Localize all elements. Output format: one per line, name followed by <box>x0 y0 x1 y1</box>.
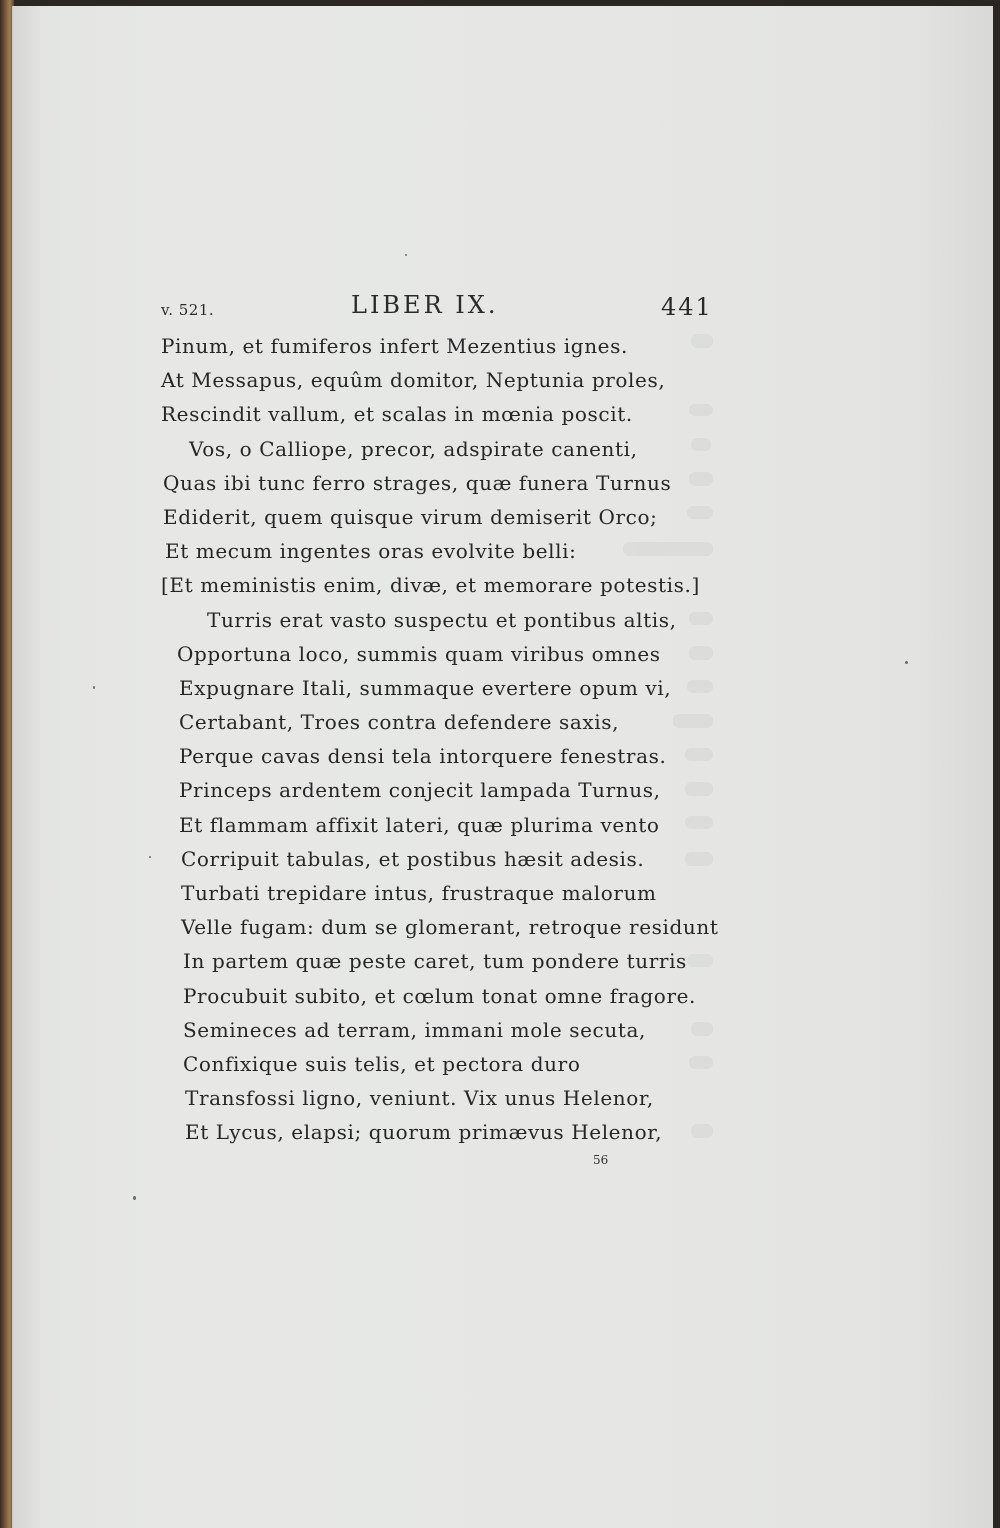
paper-speck <box>93 686 95 689</box>
running-head <box>161 291 723 331</box>
poem-line: Confixique suis telis, et pectora duro <box>183 1051 581 1076</box>
poem-line: Et flammam affixit lateri, quæ plurima vento <box>179 812 660 837</box>
poem-line: Velle fugam: dum se glomerant, retroque residunt <box>181 915 719 940</box>
poem-line: Corripuit tabulas, et postibus hæsit adesis. <box>181 846 645 871</box>
page-number: 441 <box>661 293 713 321</box>
poem-line: Semineces ad terram, immani mole secuta, <box>183 1017 646 1042</box>
poem-line: In partem quæ peste caret, tum pondere turris <box>183 949 687 974</box>
poem-line: Turbati trepidare intus, frustraque malorum <box>181 881 657 905</box>
poem-line: Turris erat vasto suspectu et pontibus altis, <box>207 607 677 632</box>
poem-line: Certabant, Troes contra defendere saxis, <box>179 710 620 735</box>
poem-line: Vos, o Calliope, precor, adspirate canenti, <box>189 436 638 461</box>
poem-line: Expugnare Itali, summaque evertere opum vi, <box>179 675 672 700</box>
poem-line: Procubuit subito, et cœlum tonat omne fragore. <box>183 983 696 1008</box>
poem-text <box>161 329 731 1150</box>
poem-line: Quas ibi tunc ferro strages, quæ funera Turnus <box>163 470 672 495</box>
paper-speck <box>133 1196 136 1200</box>
poem-line: At Messapus, equûm domitor, Neptunia proles, <box>161 368 666 393</box>
verse-reference: v. 521. <box>161 301 215 319</box>
signature-mark: 56 <box>593 1153 609 1167</box>
paper-speck <box>905 661 908 664</box>
poem-line: Opportuna loco, summis quam viribus omnes <box>177 641 661 666</box>
poem-line: Ediderit, quem quisque virum demiserit Orco; <box>163 504 658 529</box>
poem-line: Perque cavas densi tela intorquere fenestras. <box>179 744 667 769</box>
poem-line: [Et meministis enim, divæ, et memorare potestis.] <box>161 573 700 598</box>
book-page <box>12 6 993 1528</box>
poem-line: Princeps ardentem conjecit lampada Turnus, <box>179 778 661 803</box>
poem-line: Pinum, et fumiferos infert Mezentius ignes. <box>161 334 628 358</box>
poem-line: Transfossi ligno, veniunt. Vix unus Helenor, <box>185 1086 654 1111</box>
poem-line: Et mecum ingentes oras evolvite belli: <box>165 539 577 564</box>
book-title: LIBER IX. <box>351 291 499 319</box>
poem-line: Rescindit vallum, et scalas in mœnia poscit. <box>161 402 633 427</box>
paper-speck <box>149 856 151 858</box>
poem-line: Et Lycus, elapsi; quorum primævus Helenor, <box>185 1120 663 1145</box>
paper-speck <box>405 254 407 256</box>
